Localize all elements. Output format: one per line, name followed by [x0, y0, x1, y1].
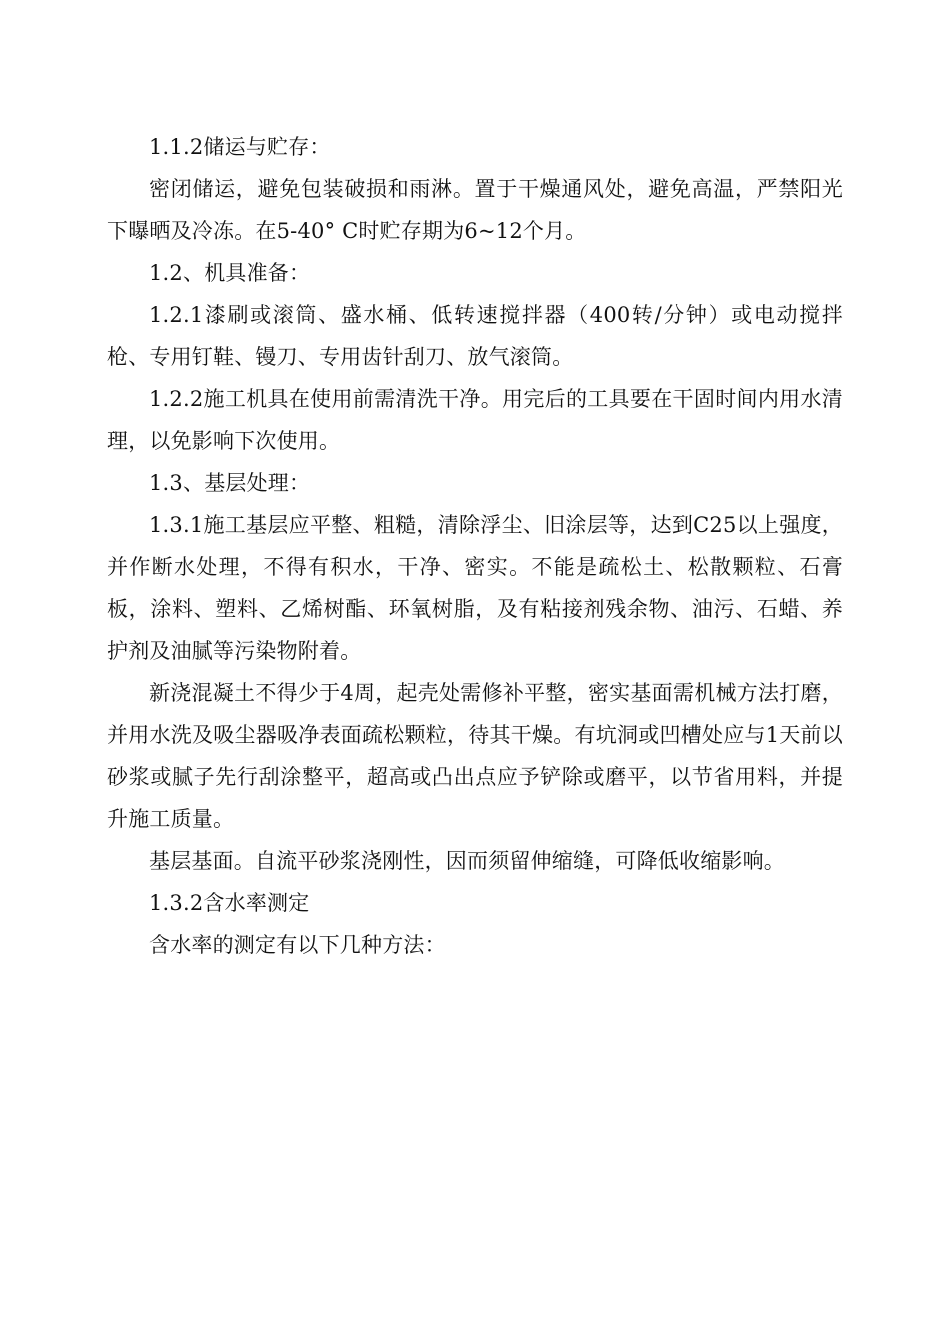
paragraph-moisture-methods: 含水率的测定有以下几种方法： — [149, 933, 446, 957]
heading-moisture-measurement: 1.3.2含水率测定 — [149, 891, 310, 915]
paragraph-base-requirements: 1.3.1施工基层应平整、粗糙，清除浮尘、旧涂层等，达到C25以上强度，并作断水处理，不得有积水，干净、密实。不能是疏松土、松散颗粒、石膏板，涂料、塑料、乙烯树酯、环氧树脂，及有粘接剂残余物、油污、石蜡、养护剂及油腻等污染物附着。 — [107, 513, 843, 663]
paragraph-expansion-joints: 基层基面。自流平砂浆浇刚性，因而须留伸缩缝，可降低收缩影响。 — [149, 849, 785, 873]
paragraph-storage-conditions: 密闭储运，避免包装破损和雨淋。置于干燥通风处，避免高温，严禁阳光下曝晒及冷冻。在5-40° C时贮存期为6~12个月。 — [107, 177, 843, 243]
paragraph-tools-list: 1.2.1漆刷或滚筒、盛水桶、低转速搅拌器（400转/分钟）或电动搅拌枪、专用钉鞋、镘刀、专用齿针刮刀、放气滚筒。 — [107, 303, 843, 369]
heading-base-treatment: 1.3、基层处理： — [149, 471, 311, 495]
heading-tools-preparation: 1.2、机具准备： — [149, 261, 311, 285]
paragraph-new-concrete: 新浇混凝土不得少于4周，起壳处需修补平整，密实基面需机械方法打磨，并用水洗及吸尘器吸净表面疏松颗粒，待其干燥。有坑洞或凹槽处应与1天前以砂浆或腻子先行刮涂整平，超高或凸出点应予铲除或磨平，以节省用料，并提升施工质量。 — [107, 681, 843, 831]
document-body — [107, 126, 843, 966]
heading-storage: 1.1.2储运与贮存： — [149, 135, 331, 159]
paragraph-tools-cleaning: 1.2.2施工机具在使用前需清洗干净。用完后的工具要在干固时间内用水清理，以免影响下次使用。 — [107, 387, 843, 453]
